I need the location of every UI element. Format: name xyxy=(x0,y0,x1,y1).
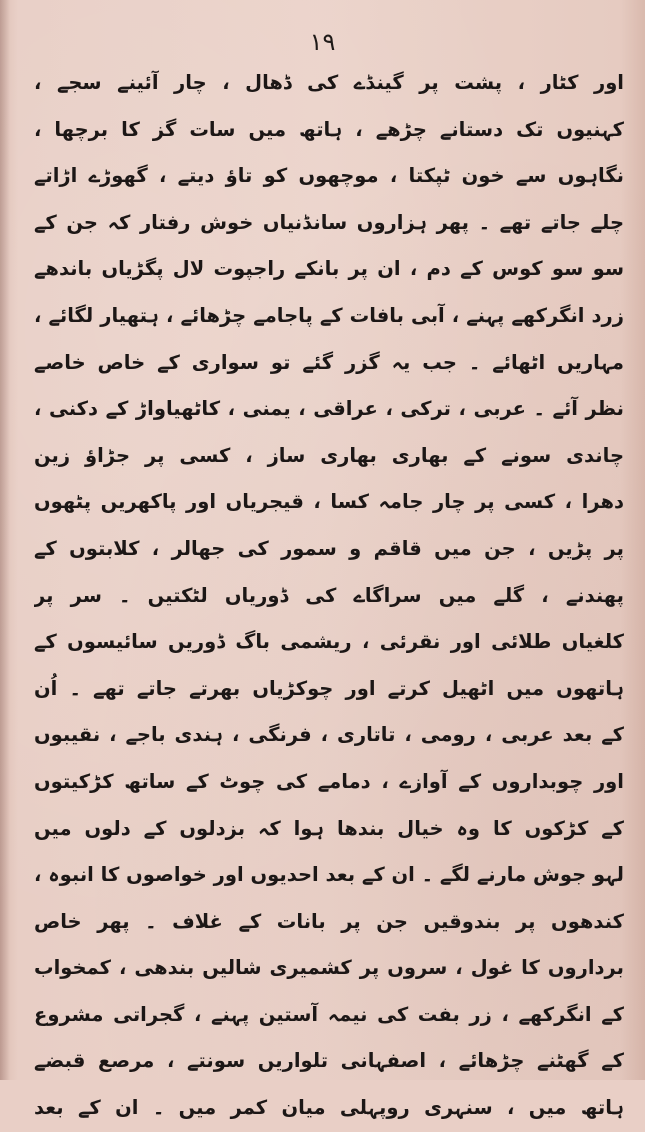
text-line: لہو جوش مارنے لگے ۔ ان کے بعد احدیوں اور خواصوں کا انبوہ ، xyxy=(34,863,624,887)
text-line: ہاتھوں میں اٹھیل کرتے اور چوکڑیاں بھرتے جاتے تھے ۔ اُن xyxy=(34,676,624,700)
text-line: پھندنے ، گلے میں سراگاے کی ڈوریاں لٹکتیں ۔ سر پر xyxy=(34,583,624,607)
text-line: پر پڑیں ، جن میں قاقم و سمور کی جھالر ، کلابتوں کے xyxy=(34,536,624,560)
text-line: کہنیوں تک دستانے چڑھے ، ہاتھ میں سات گز کا برچھا ، xyxy=(34,117,624,141)
text-line: دھرا ، کسی پر چار جامہ کسا ، قیجریاں اور پاکھریں پٹھوں xyxy=(34,490,624,514)
text-line: کے انگرکھے ، زر بفت کی نیمہ آستین پہنے ، گجراتی مشروع xyxy=(34,1002,624,1026)
text-line: نظر آئے ۔ عربی ، ترکی ، عراقی ، یمنی ، کاٹھیاواڑ کے دکنی ، xyxy=(34,397,624,421)
page-number: ۱۹ xyxy=(309,28,336,56)
text-line: کے بعد عربی ، رومی ، تاتاری ، فرنگی ، ہندی باجے ، نقیبوں xyxy=(34,723,624,747)
text-line: برداروں کا غول ، سروں پر کشمیری شالیں بندھی ، کمخواب xyxy=(34,956,624,980)
text-line: سو سو کوس کے دم ، ان پر بانکے راجپوت لال پگڑیاں باندھے xyxy=(34,257,624,281)
text-line: کے گھٹنے چڑھائے ، اصفہانی تلواریں سونتے ، مرصع قبضے xyxy=(34,1049,624,1073)
text-line: اور کٹار ، پشت پر گینڈے کی ڈھال ، چار آئینے سجے ، xyxy=(34,71,624,94)
text-line: نگاہوں سے خون ٹپکتا ، موچھوں کو تاؤ دیتے ، گھوڑے اڑاتے xyxy=(34,164,624,188)
text-line: کندھوں پر بندوقیں جن پر بانات کے غلاف ۔ پھر خاص xyxy=(34,909,624,933)
text-line: مہاریں اٹھائے ۔ جب یہ گزر گئے تو سواری کے خاص خاصے xyxy=(34,350,624,374)
text-line: ہاتھ میں ، سنہری روپہلی میان کمر میں ۔ ان کے بعد xyxy=(34,1096,624,1120)
text-line: چلے جاتے تھے ۔ پھر ہزاروں سانڈنیاں خوش رفتار کہ جن کے xyxy=(34,210,624,234)
text-line: کلغیاں طلائی اور نقرئی ، ریشمی باگ ڈوریں سائیسوں کے xyxy=(34,630,624,654)
binding-shadow xyxy=(0,0,10,1080)
text-line: کے کڑکوں کا وہ خیال بندھا ہوا کہ بزدلوں کے دلوں میں xyxy=(34,816,624,840)
text-line: اور چوبداروں کے آوازے ، دمامے کی چوٹ کے ساتھ کڑکیتوں xyxy=(34,769,624,793)
text-line: زرد انگرکھے پہنے ، آبی بافات کے پاجامے چڑھائے ، ہتھیار لگائے ، xyxy=(34,303,624,327)
text-line: چاندی سونے کے بھاری بھاری ساز ، کسی پر جڑاؤ زین xyxy=(34,443,624,467)
body-text xyxy=(34,60,624,1132)
